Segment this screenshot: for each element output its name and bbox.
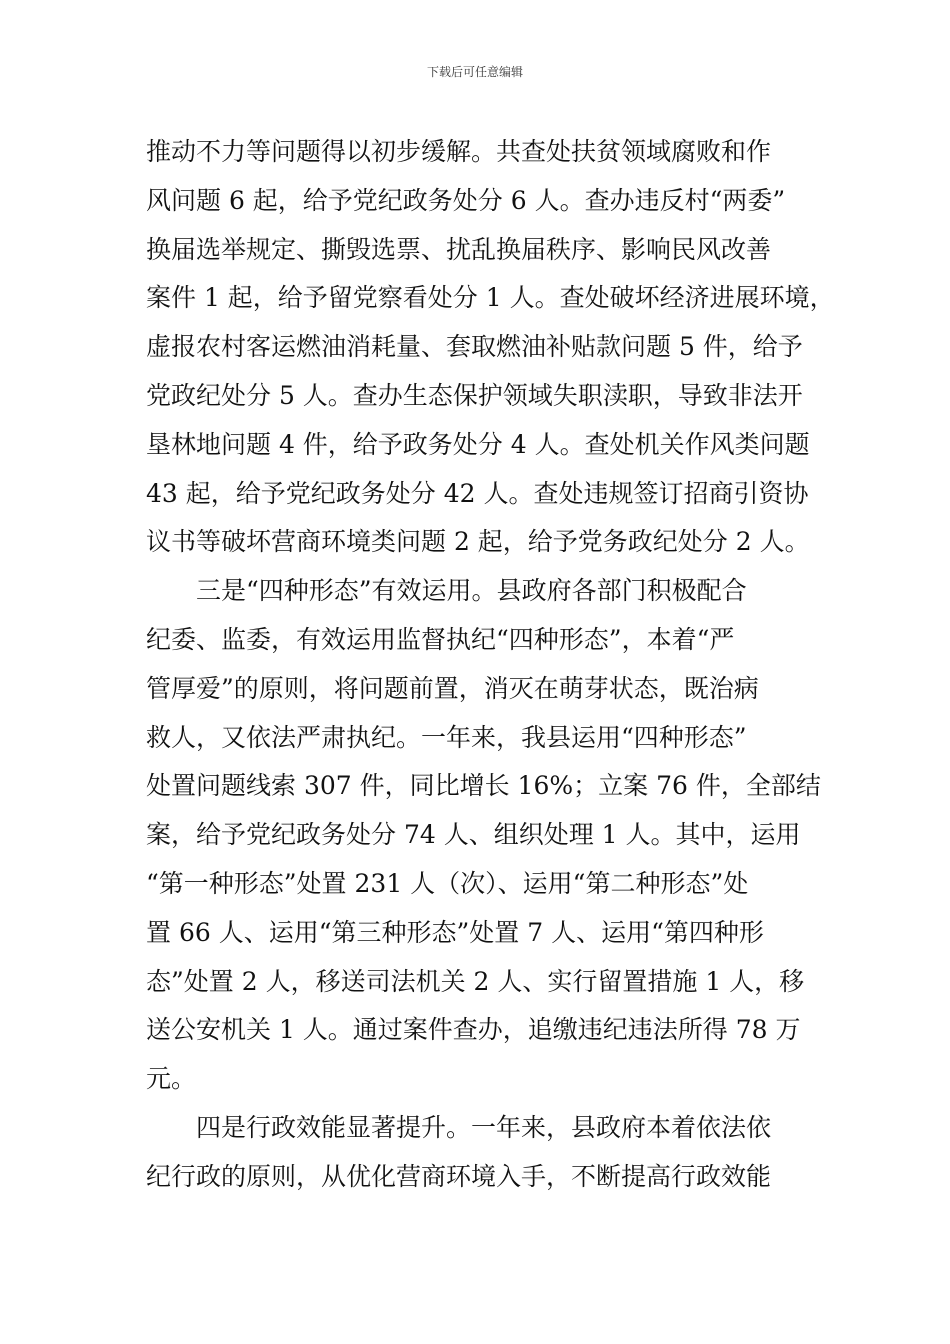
text-line: 管厚爱”的原则，将问题前置，消灭在萌芽状态，既治病: [146, 673, 759, 703]
text-line: 态”处置 2 人，移送司法机关 2 人、实行留置措施 1 人，移: [146, 966, 805, 996]
document-body: [146, 128, 835, 1202]
text-line: “第一种形态”处置 231 人（次）、运用“第二种形态”处: [146, 868, 749, 898]
text-line: 推动不力等问题得以初步缓解。共查处扶贫领域腐败和作: [146, 137, 772, 166]
text-line: 元。: [146, 1064, 197, 1094]
text-line: 送公安机关 1 人。通过案件查办，追缴违纪违法所得 78 万: [146, 1015, 801, 1045]
paragraph-start-line: 四是行政效能显著提升。一年来，县政府本着依法依: [196, 1112, 772, 1142]
text-line: 换届选举规定、撕毁选票、扰乱换届秩序、影响民风改善: [146, 234, 772, 264]
paragraph-start-line: 三是“四种形态”有效运用。县政府各部门积极配合: [196, 576, 747, 606]
text-line: 虚报农村客运燃油消耗量、套取燃油补贴款问题 5 件，给予: [146, 332, 803, 362]
text-line: 案件 1 起，给予留党察看处分 1 人。查处破坏经济进展环境，: [146, 283, 835, 313]
text-line: 风问题 6 起，给予党纪政务处分 6 人。查办违反村“两委”: [146, 185, 786, 215]
text-line: 43 起，给予党纪政务处分 42 人。查处违规签订招商引资协: [146, 478, 809, 508]
text-line: 处置问题线索 307 件，同比增长 16%；立案 76 件，全部结: [146, 771, 821, 801]
text-line: 纪行政的原则，从优化营商环境入手，不断提高行政效能: [146, 1161, 772, 1191]
text-line: 党政纪处分 5 人。查办生态保护领域失职渎职，导致非法开: [146, 380, 803, 410]
page-header: 下载后可任意编辑: [426, 65, 523, 79]
text-line: 置 66 人、运用“第三种形态”处置 7 人、运用“第四种形: [146, 917, 764, 947]
text-line: 纪委、监委，有效运用监督执纪“四种形态”，本着“严: [146, 624, 735, 654]
text-line: 救人，又依法严肃执纪。一年来，我县运用“四种形态”: [146, 722, 747, 752]
text-line: 案，给予党纪政务处分 74 人、组织处理 1 人。其中，运用: [146, 820, 801, 850]
text-line: 议书等破坏营商环境类问题 2 起，给予党务政纪处分 2 人。: [146, 527, 810, 557]
text-line: 垦林地问题 4 件，给予政务处分 4 人。查处机关作风类问题: [146, 429, 810, 459]
